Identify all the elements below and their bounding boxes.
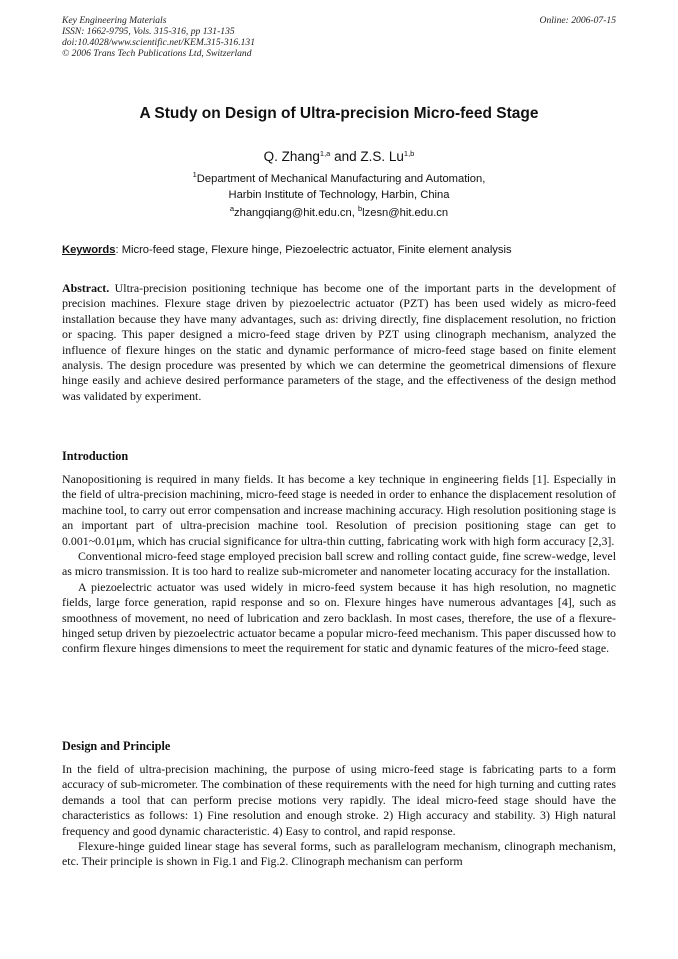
author-1-affiliation-marker: 1,a [319, 149, 331, 158]
email-a: zhangqiang@hit.edu.cn, [234, 207, 358, 219]
paragraph: Nanopositioning is required in many fields. It has become a key technique in engineering fields [1]. Especially in the field of ultra-precision machining, micro-feed stage is needed in order to enhance the displacement resolution of machine tool, to carry out error compensation and increase machining accuracy. High resolution positioning stage is an important part of ultra-precision machine tool. Resolution of precision positioning stage can get to 0.001~0.01μm, which has crucial significance for ultra-thin cutting, fabricating work with high form accuracy [2,3]. [62, 472, 616, 548]
paragraph: In the field of ultra-precision machining, the purpose of using micro-feed stage is fabricating parts to a form accuracy of sub-micrometer. The combination of these requirements with the need for high turning and cutting rates demands a tool that can perform precise motions very rapidly. The ideal micro-feed stage should have the characteristics as follows: 1) Fine resolution and enough stroke. 2) High accuracy and stability. 3) High natural frequency and good dynamic characteristic. 4) Easy to control, and rapid response. [62, 762, 616, 838]
keywords-label: Keywords [62, 244, 116, 256]
design-heading: Design and Principle [62, 739, 171, 753]
online-date: Online: 2006-07-15 [539, 15, 616, 26]
paper-title: A Study on Design of Ultra-precision Micro-feed Stage [139, 105, 539, 122]
email-a-marker: a [229, 204, 235, 213]
affiliation [0, 171, 678, 203]
journal-header [62, 15, 255, 59]
email-b-marker: b [357, 204, 363, 213]
paragraph: A piezoelectric actuator was used widely in micro-feed system because it has high resolution, no magnetic fields, large force generation, rapid response and so on. Flexure hinges have numerous advantages [4], such as smoothness of movement, no need of lubrication and zero backlash. In most cases, therefore, the use of a flexure-hinged setup driven by piezoelectric actuator became a popular micro-feed mechanism. This paper discussed how to confirm flexure hinges dimensions to meet the requirement for static and dynamic features of the micro-feed stage. [62, 579, 616, 656]
doi-line: doi:10.4028/www.scientific.net/KEM.315-316.131 [62, 37, 256, 48]
keywords-colon: : [115, 244, 122, 256]
introduction-heading: Introduction [62, 449, 129, 463]
affiliation-line-2: Harbin Institute of Technology, Harbin, China [228, 189, 450, 201]
affiliation-marker: 1 [192, 170, 197, 179]
keywords-text: Micro-feed stage, Flexure hinge, Piezoelectric actuator, Finite element analysis [121, 244, 512, 256]
affiliation-line-1: $^1$Department of Mechanical Manufacturing and Automation, [192, 170, 486, 185]
abstract [62, 281, 616, 404]
author-conjunction: and [330, 149, 361, 164]
author-emails [0, 204, 678, 219]
introduction-body [62, 472, 616, 657]
paragraph: Flexure-hinge guided linear stage has several forms, such as parallelogram mechanism, clinograph mechanism, etc. Their principle is shown in Fig.1 and Fig.2. Clinograph mechanism can perform [62, 839, 616, 869]
author-2: Z.S. Lu [360, 149, 404, 164]
abstract-label: Abstract. [62, 281, 110, 295]
design-body [62, 762, 616, 870]
abstract-paragraph [62, 281, 616, 404]
email-b: lzesn@hit.edu.cn [362, 207, 449, 219]
paragraph: Conventional micro-feed stage employed precision ball screw and rolling contact guide, fine screw-wedge, level as micro transmission. It is too hard to realize sub-micrometer and nanometer locating accuracy for the installation. [62, 549, 616, 579]
keywords [62, 244, 622, 256]
author-2-affiliation-marker: 1,b [403, 149, 415, 158]
journal-name: Key Engineering Materials [62, 15, 167, 26]
author-line [0, 149, 678, 164]
author-1: Q. Zhang [263, 149, 320, 164]
copyright-line: © 2006 Trans Tech Publications Ltd, Switzerland [62, 48, 252, 59]
issn-line: ISSN: 1662-9795, Vols. 315-316, pp 131-135 [62, 26, 235, 37]
abstract-text: Ultra-precision positioning technique has become one of the important parts in the development of precision machines. Flexure stage driven by piezoelectric actuator (PZT) has been used widely as micro-feed installation because they have many advantages, such as: driving directly, fine displacement resolution, no friction or spacing. This paper designed a micro-feed stage driven by PZT using clinograph mechanism, analyzed the influence of flexure hinges on the static and dynamic performance of micro-feed stage based on finite element analysis. The design procedure was presented by which we can determine the geometrical dimensions of flexure hinge easily and achieve desired performance parameters of the stage, and the effectiveness of the design method was validated by experiment. [62, 281, 616, 403]
